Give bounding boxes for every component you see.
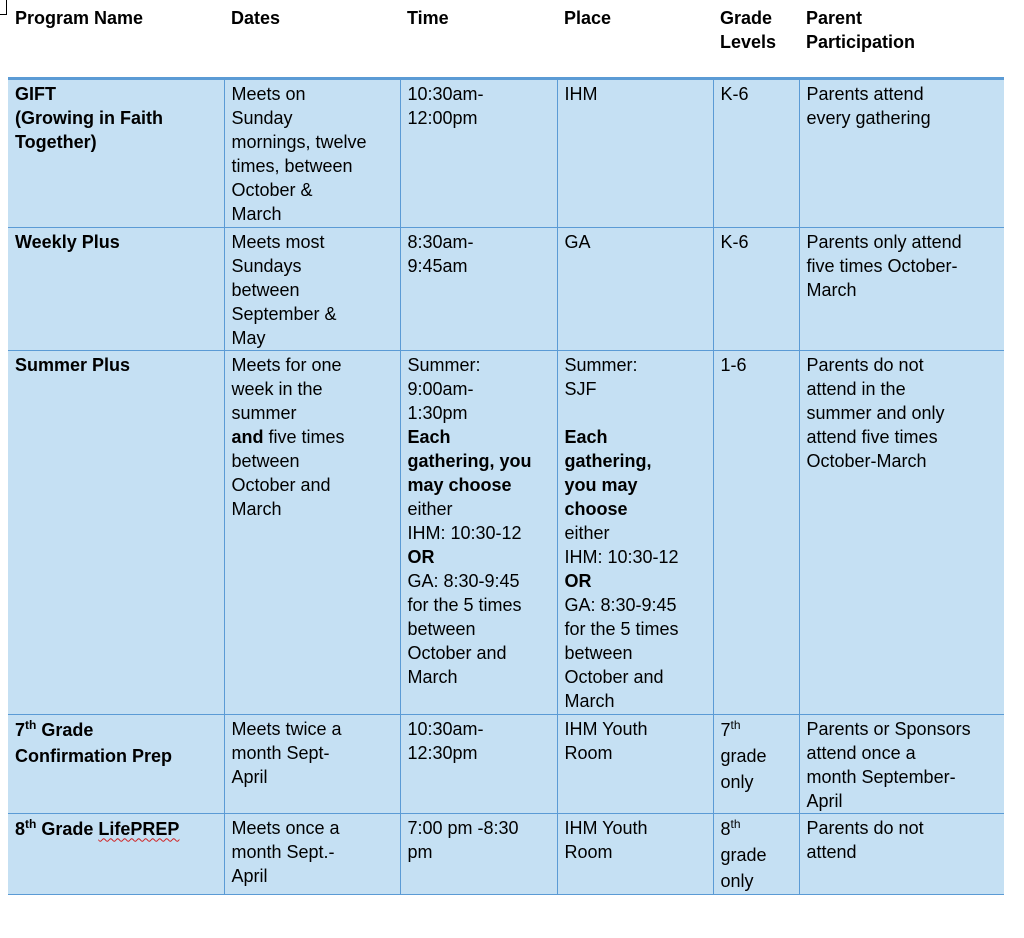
cell-time: 8:30am- 9:45am: [400, 227, 557, 350]
cell-program-name: 8th Grade LifePREP: [8, 813, 224, 894]
header-dates: Dates: [224, 4, 400, 78]
cell-place: Summer: SJF Each gathering, you may choose either IHM: 10:30-12 OR GA: 8:30-9:45 for the 5 times between October and March: [557, 350, 713, 714]
cell-parent-participation: Parents do not attend in the summer and only attend five times October-March: [799, 350, 1004, 714]
cell-parent-participation: Parents or Sponsors attend once a month September- April: [799, 714, 1004, 813]
cell-parent-participation: Parents only attend five times October- March: [799, 227, 1004, 350]
table-row-8th-grade-lifeprep: [8, 813, 1004, 894]
cell-dates: Meets twice a month Sept- April: [224, 714, 400, 813]
cell-grade: 8th grade only: [713, 813, 799, 894]
cell-time: 7:00 pm -8:30 pm: [400, 813, 557, 894]
header-row: [8, 4, 1004, 78]
cell-grade: 7th grade only: [713, 714, 799, 813]
header-parent-participation: Parent Participation: [799, 4, 1004, 78]
header-program-name: Program Name: [8, 4, 224, 78]
cell-program-name: Weekly Plus: [8, 227, 224, 350]
cell-dates: Meets for one week in the summer and five times between October and March: [224, 350, 400, 714]
cell-dates: Meets most Sundays between September & May: [224, 227, 400, 350]
programs-table: [8, 4, 1004, 895]
cell-time: Summer: 9:00am- 1:30pm Each gathering, you may choose either IHM: 10:30-12 OR GA: 8:30-9:45 for the 5 times between October and March: [400, 350, 557, 714]
cell-time: 10:30am- 12:30pm: [400, 714, 557, 813]
cell-parent-participation: Parents attend every gathering: [799, 78, 1004, 227]
table-row-summer-plus: [8, 350, 1004, 714]
cell-place: GA: [557, 227, 713, 350]
table-row-weekly-plus: [8, 227, 1004, 350]
cell-dates: Meets on Sunday mornings, twelve times, between October & March: [224, 78, 400, 227]
header-grade-levels: Grade Levels: [713, 4, 799, 78]
cell-grade: K-6: [713, 78, 799, 227]
cell-program-name: GIFT (Growing in Faith Together): [8, 78, 224, 227]
cell-grade: 1-6: [713, 350, 799, 714]
cell-place: IHM: [557, 78, 713, 227]
table-row-7th-grade-confirmation: [8, 714, 1004, 813]
cell-program-name: 7th Grade Confirmation Prep: [8, 714, 224, 813]
cell-place: IHM Youth Room: [557, 813, 713, 894]
cell-parent-participation: Parents do not attend: [799, 813, 1004, 894]
cell-grade: K-6: [713, 227, 799, 350]
cell-place: IHM Youth Room: [557, 714, 713, 813]
cell-program-name: Summer Plus: [8, 350, 224, 714]
cell-time: 10:30am- 12:00pm: [400, 78, 557, 227]
spellcheck-underline: LifePREP: [98, 818, 180, 839]
table-corner-mark: [0, 0, 7, 15]
cell-dates: Meets once a month Sept.- April: [224, 813, 400, 894]
table-row-gift: [8, 78, 1004, 227]
header-time: Time: [400, 4, 557, 78]
header-place: Place: [557, 4, 713, 78]
